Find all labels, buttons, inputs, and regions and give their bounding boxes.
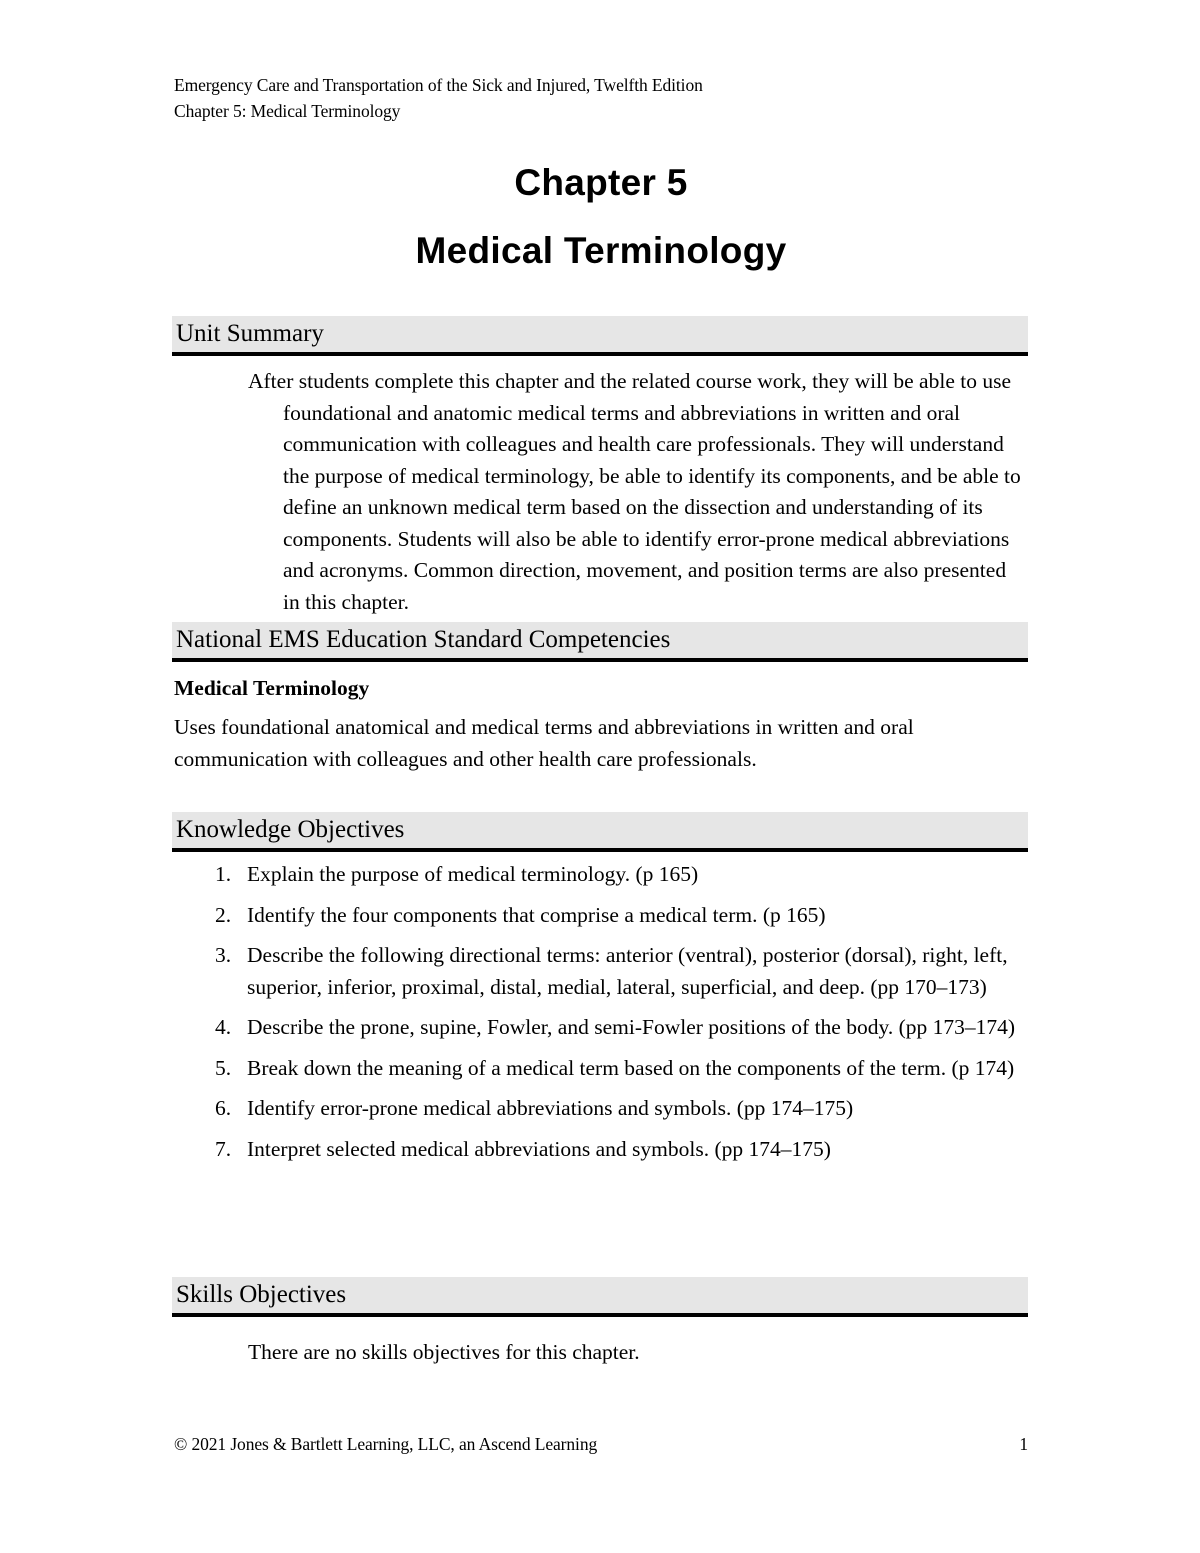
section-heading-competencies — [172, 622, 1028, 662]
list-item-text: Identify the four components that comprise a medical term. (p 165) — [247, 902, 826, 927]
section-heading-label: Unit Summary — [176, 320, 324, 347]
list-item — [174, 1093, 1028, 1125]
section-heading-label: Knowledge Objectives — [176, 816, 405, 843]
list-item-text: Break down the meaning of a medical term based on the components of the term. (p 174) — [247, 1055, 1015, 1080]
copyright-notice: © 2021 Jones & Bartlett Learning, LLC, an Ascend Learning — [174, 1434, 598, 1454]
list-item-text: Identify error-prone medical abbreviations and symbols. (pp 174–175) — [247, 1096, 854, 1120]
list-item — [174, 940, 1028, 1003]
unit-summary-paragraph: After students complete this chapter and the related course work, they will be able to use foundational and anatomic medical terms and abbreviations in written and oral communication with colleagues and health care professionals. They will understand the purpose of medical terminology, be able to identify its components, and be able to define an unknown medical term based on the dissection and understanding of its components. Students will also be able to identify error-prone medical abbreviations and acronyms. Common direction, movement, and position terms are also presented in this chapter. — [248, 369, 1021, 614]
header-chapter-line: Chapter 5: Medical Terminology — [174, 101, 401, 121]
list-item-number: 4. — [215, 1015, 232, 1039]
list-item-text: Describe the following directional terms: anterior (ventral), posterior (dorsal), right, left, superior, inferior, proximal, distal, medial, lateral, superficial, and deep. (pp 170–173) — [247, 943, 1008, 999]
list-item — [174, 859, 1028, 891]
section-heading-label: Skills Objectives — [176, 1281, 347, 1308]
list-item-number: 2. — [215, 902, 232, 927]
competencies-subheading: Medical Terminology — [174, 676, 370, 700]
skills-objectives-paragraph: There are no skills objectives for this chapter. — [248, 1340, 640, 1364]
chapter-number: Chapter 5 — [514, 162, 688, 203]
section-heading-skills-objectives — [172, 1277, 1028, 1317]
list-item — [174, 1134, 1028, 1166]
list-item-number: 7. — [215, 1136, 232, 1161]
list-item — [174, 1012, 1028, 1044]
header-book-title: Emergency Care and Transportation of the Sick and Injured, Twelfth Edition — [174, 75, 703, 95]
list-item-number: 3. — [215, 943, 232, 967]
list-item-text: Describe the prone, supine, Fowler, and semi-Fowler positions of the body. (pp 173–174) — [247, 1015, 1016, 1039]
list-item — [174, 900, 1028, 932]
list-item-number: 5. — [215, 1055, 232, 1080]
section-heading-label: National EMS Education Standard Competencies — [176, 626, 671, 653]
competencies-paragraph: Uses foundational anatomical and medical terms and abbreviations in written and oral communication with colleagues and other health care professionals. — [174, 715, 914, 771]
section-heading-knowledge-objectives — [172, 812, 1028, 852]
page-title — [174, 155, 1028, 279]
running-header — [174, 72, 1028, 124]
chapter-name: Medical Terminology — [415, 230, 787, 271]
list-item-text: Explain the purpose of medical terminology. (p 165) — [247, 862, 699, 886]
list-item — [174, 1053, 1028, 1085]
list-item-number: 6. — [215, 1096, 232, 1120]
page-number: 1 — [1019, 1434, 1028, 1454]
knowledge-objectives-list — [174, 859, 1028, 1174]
list-item-text: Interpret selected medical abbreviations and symbols. (pp 174–175) — [247, 1136, 831, 1161]
page-footer — [174, 1432, 1028, 1456]
list-item-number: 1. — [215, 862, 232, 886]
section-heading-unit-summary — [172, 316, 1028, 356]
